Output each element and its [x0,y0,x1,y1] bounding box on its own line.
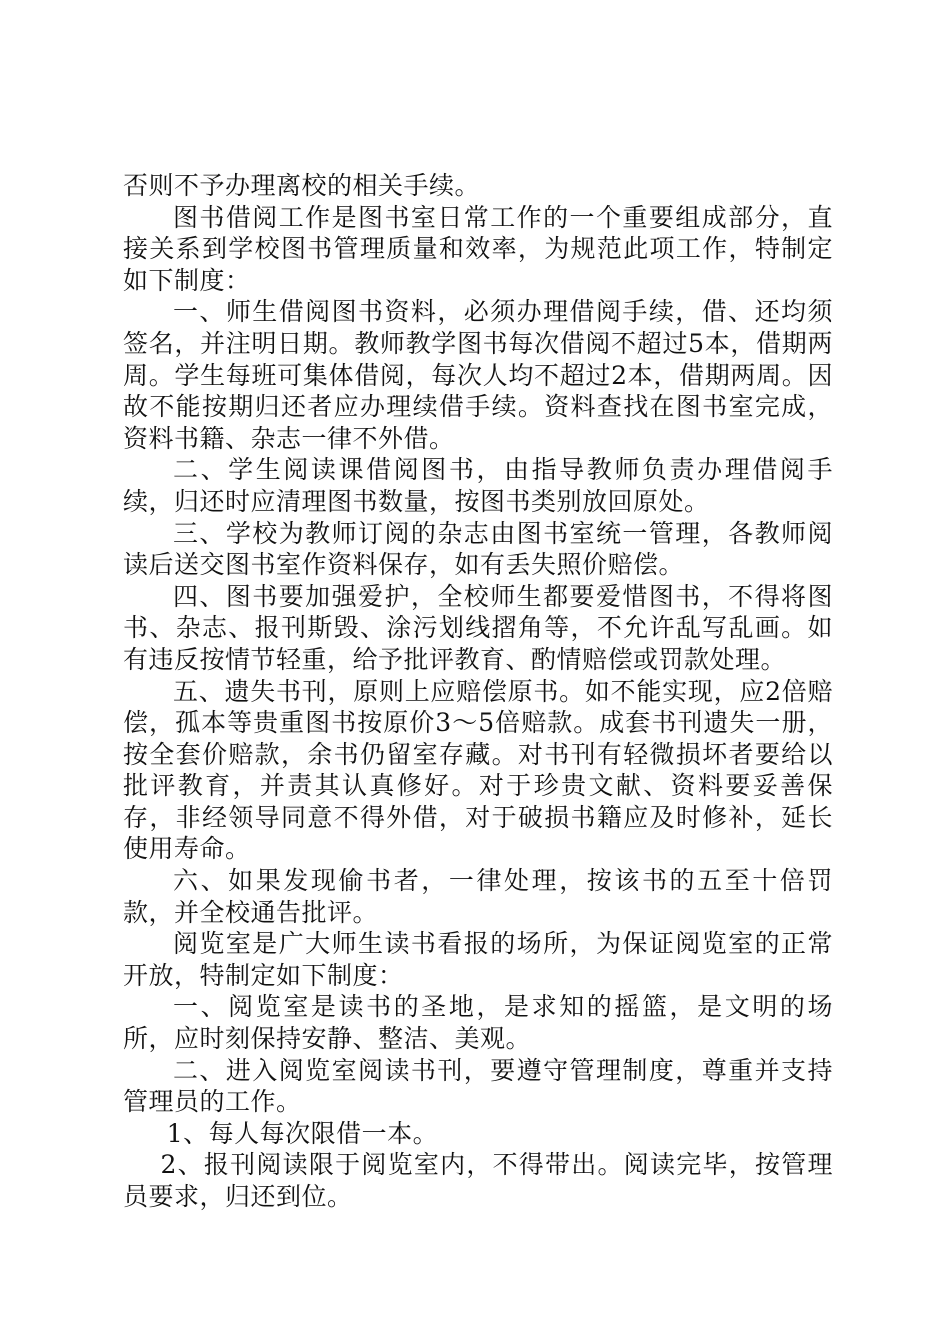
paragraph-rule-5: 五、遗失书刊，原则上应赔偿原书。如不能实现，应2倍赔偿，孤本等贵重图书按原价3～5倍赔款。成套书刊遗失一册，按全套价赔款，余书仍留室存藏。对书刊有轻微损坏者要给以批评教育，并责其认真修好。对于珍贵文献、资料要妥善保存，非经领导同意不得外借，对于破损书籍应及时修补，延长使用寿命。 [123,676,833,864]
paragraph-rule-2: 二、学生阅读课借阅图书，由指导教师负责办理借阅手续，归还时应清理图书数量，按图书类别放回原处。 [123,455,833,516]
paragraph-rule-6: 六、如果发现偷书者，一律处理，按该书的五至十倍罚款，并全校通告批评。 [123,866,833,927]
paragraph-rule-3: 三、学校为教师订阅的杂志由图书室统一管理，各教师阅读后送交图书室作资料保存，如有丢失照价赔偿。 [123,518,833,580]
paragraph-continuation: 否则不予办理离校的相关手续。 [123,171,481,200]
paragraph-reading-room-rule-1: 一、阅览室是读书的圣地，是求知的摇篮，是文明的场所，应时刻保持安静、整洁、美观。 [123,992,833,1054]
paragraph-sub-rule-2: 2、报刊阅读限于阅览室内，不得带出。阅读完毕，按管理员要求，归还到位。 [123,1150,833,1211]
document-body [123,170,833,1213]
paragraph-borrowing-intro: 图书借阅工作是图书室日常工作的一个重要组成部分，直接关系到学校图书管理质量和效率，为规范此项工作，特制定如下制度： [123,202,833,295]
paragraph-reading-room-intro: 阅览室是广大师生读书看报的场所，为保证阅览室的正常开放，特制定如下制度： [123,929,833,990]
paragraph-reading-room-rule-2: 二、进入阅览室阅读书刊，要遵守管理制度，尊重并支持管理员的工作。 [123,1055,833,1117]
paragraph-rule-4: 四、图书要加强爱护，全校师生都要爱惜图书，不得将图书、杂志、报刊斯毁、涂污划线摺角等，不允许乱写乱画。如有违反按情节轻重，给予批评教育、酌情赔偿或罚款处理。 [123,581,833,674]
paragraph-rule-1: 一、师生借阅图书资料，必须办理借阅手续，借、还均须签名，并注明日期。教师教学图书每次借阅不超过5本，借期两周。学生每班可集体借阅，每次人均不超过2本，借期两周。因故不能按期归还者应办理续借手续。资料查找在图书室完成，资料书籍、杂志一律不外借。 [123,297,833,453]
paragraph-sub-rule-1: 1、每人每次限借一本。 [166,1118,439,1148]
